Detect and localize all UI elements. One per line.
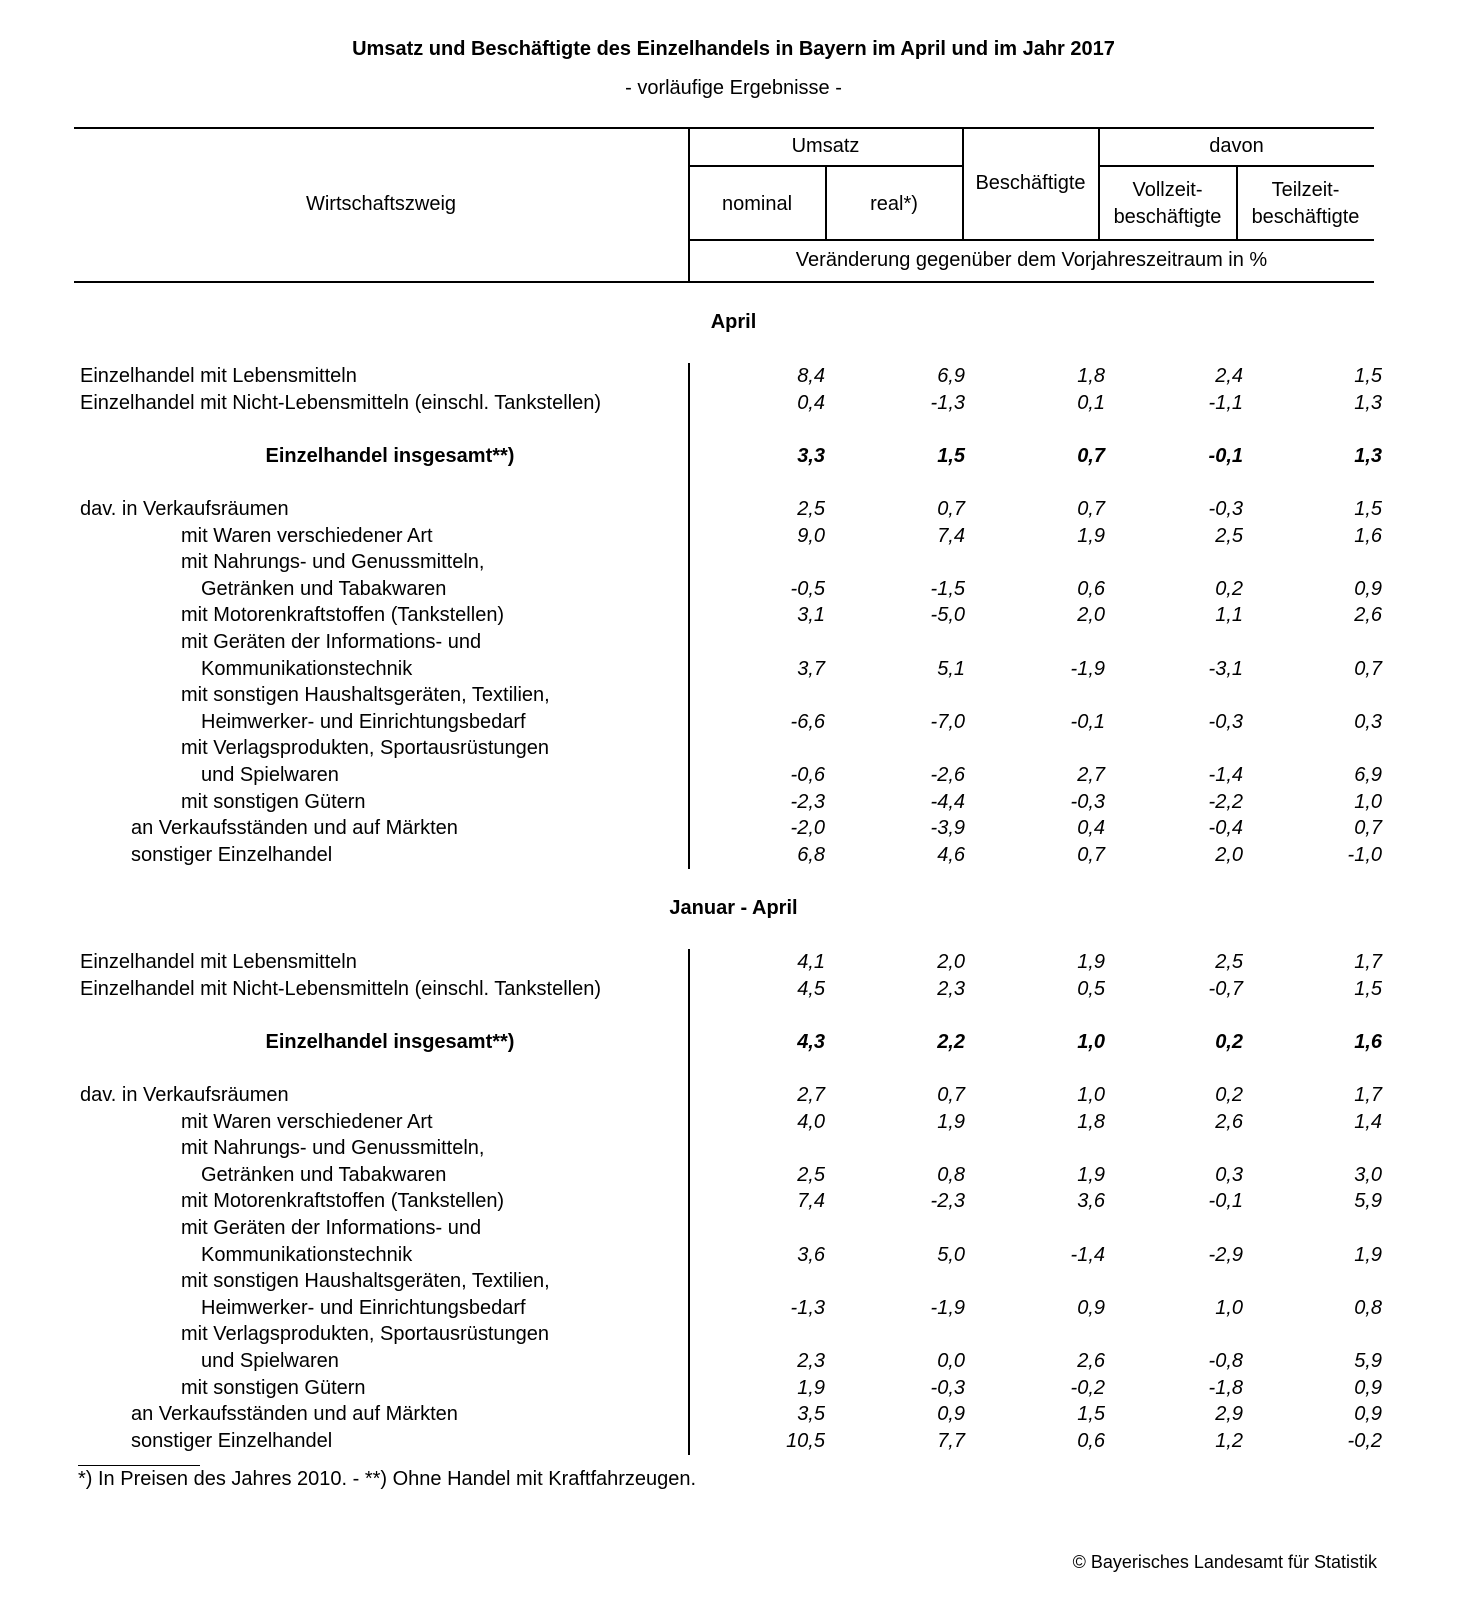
table-row	[0, 1268, 1467, 1295]
row-value: 2,4	[1215, 365, 1243, 387]
table-row	[0, 1215, 1467, 1242]
row-value: -0,4	[1208, 817, 1243, 839]
row-value: -0,3	[1070, 791, 1105, 813]
row-value: 0,7	[1354, 658, 1382, 680]
row-value: 0,9	[1354, 578, 1382, 600]
row-value: 2,0	[1215, 844, 1243, 866]
row-value: 2,6	[1215, 1111, 1243, 1133]
table-row	[0, 1162, 1467, 1189]
row-value: 1,9	[1077, 1164, 1105, 1186]
row-label: dav. in Verkaufsräumen	[80, 1084, 289, 1106]
row-value: -1,4	[1070, 1244, 1105, 1266]
row-value: 1,6	[1354, 525, 1382, 547]
table-row	[0, 1029, 1467, 1056]
row-label: mit sonstigen Gütern	[181, 791, 366, 813]
table-row	[0, 1428, 1467, 1455]
header-wirtschaftszweig: Wirtschaftszweig	[305, 193, 457, 215]
section-title-januar-april: Januar - April	[669, 897, 798, 919]
row-label: Einzelhandel mit Nicht-Lebensmitteln (einschl. Tankstellen)	[80, 392, 601, 414]
row-value: 0,9	[1354, 1403, 1382, 1425]
row-value: -1,9	[1070, 658, 1105, 680]
row-value: -3,1	[1208, 658, 1243, 680]
row-value: -1,5	[930, 578, 965, 600]
table-row	[0, 602, 1467, 629]
row-value: 2,2	[937, 1031, 965, 1053]
row-value: 0,9	[1077, 1297, 1105, 1319]
row-label: mit sonstigen Haushaltsgeräten, Textilien,	[181, 1270, 550, 1292]
table-row	[0, 1321, 1467, 1348]
row-label: Einzelhandel mit Lebensmitteln	[80, 365, 357, 387]
table-row	[0, 1188, 1467, 1215]
row-value: -1,8	[1208, 1377, 1243, 1399]
row-value: 3,1	[797, 604, 825, 626]
row-value: 0,8	[1354, 1297, 1382, 1319]
row-label: mit Motorenkraftstoffen (Tankstellen)	[181, 1190, 505, 1212]
row-value: 1,6	[1354, 1031, 1382, 1053]
row-value: 3,3	[797, 445, 825, 467]
row-value: -6,6	[790, 711, 825, 733]
row-value: -1,0	[1347, 844, 1382, 866]
row-value: 0,7	[937, 498, 965, 520]
row-label: mit Geräten der Informations- und	[181, 631, 482, 653]
row-value: 0,2	[1215, 1084, 1243, 1106]
row-value: -0,3	[930, 1377, 965, 1399]
row-value: 0,7	[1077, 844, 1105, 866]
row-label: an Verkaufsständen und auf Märkten	[131, 817, 458, 839]
row-value: -1,1	[1208, 392, 1243, 414]
row-label: und Spielwaren	[201, 1350, 339, 1372]
table-row	[0, 789, 1467, 816]
row-label: dav. in Verkaufsräumen	[80, 498, 289, 520]
header-vollzeit: Vollzeit- beschäftigte	[1113, 179, 1222, 228]
row-value: 0,2	[1215, 578, 1243, 600]
table-row	[0, 496, 1467, 523]
header-umsatz: Umsatz	[791, 135, 860, 157]
row-value: 1,9	[1354, 1244, 1382, 1266]
row-value: 0,2	[1215, 1031, 1243, 1053]
table-row	[0, 443, 1467, 470]
row-value: 1,9	[797, 1377, 825, 1399]
row-label: Getränken und Tabakwaren	[201, 578, 447, 600]
row-label: mit Verlagsprodukten, Sportausrüstungen	[181, 737, 549, 759]
row-value: 0,7	[1077, 498, 1105, 520]
row-label: mit Waren verschiedener Art	[181, 525, 433, 547]
row-value: -2,3	[930, 1190, 965, 1212]
row-label: Einzelhandel insgesamt**)	[265, 445, 515, 467]
row-value: -0,3	[1208, 711, 1243, 733]
header-beschaeftigte: Beschäftigte	[975, 172, 1086, 194]
row-value: 2,7	[1077, 764, 1105, 786]
table-row	[0, 1348, 1467, 1375]
row-value: -7,0	[930, 711, 965, 733]
row-value: -0,2	[1347, 1430, 1382, 1452]
table-row	[0, 629, 1467, 656]
table-row	[0, 1375, 1467, 1402]
row-value: 5,9	[1354, 1350, 1382, 1372]
row-value: 1,7	[1354, 951, 1382, 973]
row-value: -0,1	[1208, 1190, 1243, 1212]
table-row	[0, 682, 1467, 709]
row-value: -0,6	[790, 764, 825, 786]
table-row	[0, 1295, 1467, 1322]
row-value: -1,4	[1208, 764, 1243, 786]
row-value: 3,5	[797, 1403, 825, 1425]
row-value: 1,7	[1354, 1084, 1382, 1106]
row-value: 1,8	[1077, 1111, 1105, 1133]
table-row	[0, 363, 1467, 390]
row-label: mit sonstigen Gütern	[181, 1377, 366, 1399]
row-value: 0,4	[1077, 817, 1105, 839]
row-value: -0,1	[1070, 711, 1105, 733]
row-label: sonstiger Einzelhandel	[131, 1430, 333, 1452]
row-value: 4,3	[797, 1031, 825, 1053]
row-value: 6,9	[1354, 764, 1382, 786]
row-value: 1,0	[1077, 1031, 1105, 1053]
row-value: 0,7	[1354, 817, 1382, 839]
row-value: 2,0	[1077, 604, 1105, 626]
row-value: -0,2	[1070, 1377, 1105, 1399]
row-label: Kommunikationstechnik	[201, 1244, 413, 1266]
row-value: 1,2	[1215, 1430, 1243, 1452]
table-row	[0, 390, 1467, 417]
row-label: Einzelhandel mit Nicht-Lebensmitteln (einschl. Tankstellen)	[80, 978, 601, 1000]
table-row	[0, 1135, 1467, 1162]
row-value: 0,4	[797, 392, 825, 414]
row-value: 1,8	[1077, 365, 1105, 387]
row-value: 0,7	[1077, 445, 1105, 467]
row-value: 0,0	[937, 1350, 965, 1372]
row-value: 7,7	[937, 1430, 965, 1452]
row-label: mit Waren verschiedener Art	[181, 1111, 433, 1133]
header-teilzeit: Teilzeit- beschäftigte	[1251, 179, 1360, 228]
row-value: 2,6	[1354, 604, 1382, 626]
row-value: -0,5	[790, 578, 825, 600]
row-value: 0,9	[1354, 1377, 1382, 1399]
row-value: 0,9	[937, 1403, 965, 1425]
header-rule-unit	[689, 239, 1374, 241]
row-value: -1,9	[930, 1297, 965, 1319]
row-value: 0,8	[937, 1164, 965, 1186]
row-value: 2,5	[1215, 525, 1243, 547]
row-label: Heimwerker- und Einrichtungsbedarf	[201, 711, 526, 733]
row-value: 0,5	[1077, 978, 1105, 1000]
table-row	[0, 576, 1467, 603]
row-label: Einzelhandel mit Lebensmitteln	[80, 951, 357, 973]
row-value: -2,9	[1208, 1244, 1243, 1266]
table-row	[0, 549, 1467, 576]
row-label: mit Geräten der Informations- und	[181, 1217, 482, 1239]
row-value: 7,4	[797, 1190, 825, 1212]
row-value: 4,1	[797, 951, 825, 973]
footnote-rule	[78, 1465, 200, 1466]
table-row	[0, 1401, 1467, 1428]
row-value: 3,0	[1354, 1164, 1382, 1186]
table-header-bottom-rule	[74, 281, 1374, 283]
table-row	[0, 709, 1467, 736]
row-value: -2,0	[790, 817, 825, 839]
header-davon: davon	[1209, 135, 1264, 157]
row-value: 1,1	[1215, 604, 1243, 626]
row-value: 3,7	[797, 658, 825, 680]
row-value: 0,3	[1215, 1164, 1243, 1186]
row-value: 2,5	[1215, 951, 1243, 973]
row-value: 1,5	[1077, 1403, 1105, 1425]
header-real: real*)	[870, 193, 918, 215]
row-label: mit Motorenkraftstoffen (Tankstellen)	[181, 604, 505, 626]
row-value: 8,4	[797, 365, 825, 387]
row-value: 4,0	[797, 1111, 825, 1133]
table-row	[0, 976, 1467, 1003]
row-value: 2,3	[797, 1350, 825, 1372]
table-row	[0, 1082, 1467, 1109]
row-value: 6,8	[797, 844, 825, 866]
row-value: 6,9	[937, 365, 965, 387]
row-value: 2,9	[1215, 1403, 1243, 1425]
row-value: 9,0	[797, 525, 825, 547]
row-label: Einzelhandel insgesamt**)	[265, 1031, 515, 1053]
row-label: mit Nahrungs- und Genussmitteln,	[181, 1137, 485, 1159]
section-title-april: April	[710, 311, 757, 333]
row-value: 2,5	[797, 1164, 825, 1186]
row-value: -0,7	[1208, 978, 1243, 1000]
row-value: 4,5	[797, 978, 825, 1000]
table-row	[0, 842, 1467, 869]
row-value: 2,7	[797, 1084, 825, 1106]
row-value: 2,3	[937, 978, 965, 1000]
row-value: 0,7	[937, 1084, 965, 1106]
row-label: mit Verlagsprodukten, Sportausrüstungen	[181, 1323, 549, 1345]
row-value: 1,9	[937, 1111, 965, 1133]
table-row	[0, 656, 1467, 683]
row-value: -2,2	[1208, 791, 1243, 813]
row-value: 0,6	[1077, 1430, 1105, 1452]
row-value: -1,3	[930, 392, 965, 414]
row-label: Getränken und Tabakwaren	[201, 1164, 447, 1186]
table-row	[0, 1242, 1467, 1269]
table-row	[0, 949, 1467, 976]
table-top-rule	[74, 127, 1374, 129]
row-value: 5,9	[1354, 1190, 1382, 1212]
row-value: 5,1	[937, 658, 965, 680]
table-row	[0, 1109, 1467, 1136]
row-label: sonstiger Einzelhandel	[131, 844, 333, 866]
row-value: 0,1	[1077, 392, 1105, 414]
row-label: Kommunikationstechnik	[201, 658, 413, 680]
row-value: -2,3	[790, 791, 825, 813]
page-subtitle: - vorläufige Ergebnisse -	[625, 77, 842, 99]
copyright: © Bayerisches Landesamt für Statistik	[1072, 1552, 1377, 1572]
row-value: 4,6	[937, 844, 965, 866]
footnote: *) In Preisen des Jahres 2010. - **) Ohne Handel mit Kraftfahrzeugen.	[78, 1468, 697, 1490]
row-value: 1,5	[1354, 498, 1382, 520]
row-value: 1,5	[937, 445, 965, 467]
table-row	[0, 815, 1467, 842]
page-title: Umsatz und Beschäftigte des Einzelhandels in Bayern im April und im Jahr 2017	[352, 38, 1115, 60]
row-value: 1,0	[1077, 1084, 1105, 1106]
row-value: -1,3	[790, 1297, 825, 1319]
row-value: 2,6	[1077, 1350, 1105, 1372]
row-value: 10,5	[786, 1430, 825, 1452]
row-value: 1,5	[1354, 978, 1382, 1000]
row-value: -4,4	[930, 791, 965, 813]
row-value: 3,6	[797, 1244, 825, 1266]
row-label: an Verkaufsständen und auf Märkten	[131, 1403, 458, 1425]
row-value: 0,6	[1077, 578, 1105, 600]
row-label: mit sonstigen Haushaltsgeräten, Textilien,	[181, 684, 550, 706]
table-row	[0, 735, 1467, 762]
table-row	[0, 762, 1467, 789]
row-value: 5,0	[937, 1244, 965, 1266]
table-row	[0, 523, 1467, 550]
row-value: 1,5	[1354, 365, 1382, 387]
row-value: 0,3	[1354, 711, 1382, 733]
row-value: 1,3	[1354, 392, 1382, 414]
row-value: 1,0	[1354, 791, 1382, 813]
row-label: und Spielwaren	[201, 764, 339, 786]
row-value: -0,3	[1208, 498, 1243, 520]
row-value: -3,9	[930, 817, 965, 839]
row-value: -0,8	[1208, 1350, 1243, 1372]
row-label: mit Nahrungs- und Genussmitteln,	[181, 551, 485, 573]
row-label: Heimwerker- und Einrichtungsbedarf	[201, 1297, 526, 1319]
header-nominal: nominal	[721, 193, 793, 215]
row-value: 7,4	[937, 525, 965, 547]
row-value: 2,0	[937, 951, 965, 973]
row-value: 2,5	[797, 498, 825, 520]
row-value: 1,3	[1354, 445, 1382, 467]
row-value: -2,6	[930, 764, 965, 786]
row-value: 1,9	[1077, 951, 1105, 973]
row-value: 1,9	[1077, 525, 1105, 547]
row-value: 1,4	[1354, 1111, 1382, 1133]
row-value: 1,0	[1215, 1297, 1243, 1319]
row-value: 3,6	[1077, 1190, 1105, 1212]
row-value: -0,1	[1208, 445, 1243, 467]
header-unit-note: Veränderung gegenüber dem Vorjahreszeitraum in %	[795, 249, 1268, 271]
row-value: -5,0	[930, 604, 965, 626]
